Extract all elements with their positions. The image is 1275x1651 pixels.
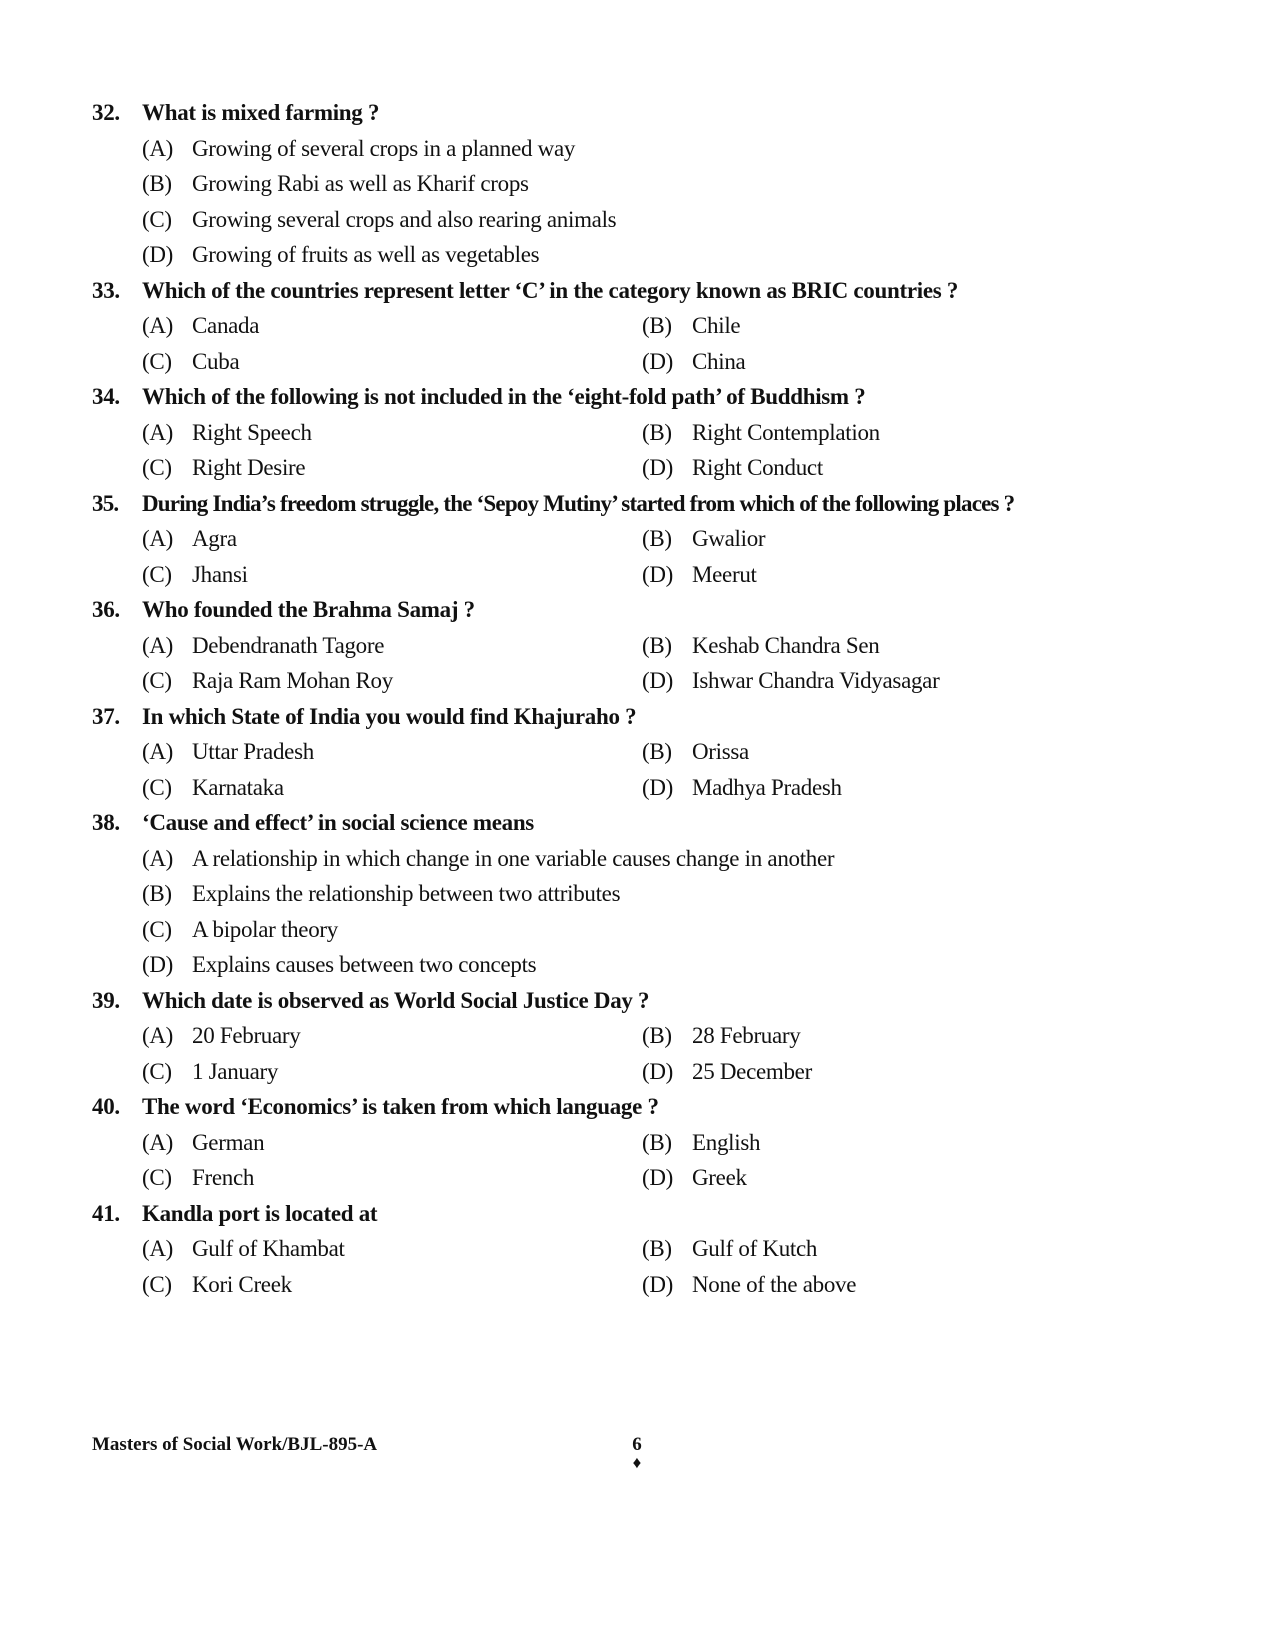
- page-number: 6: [632, 1434, 642, 1455]
- option-b: (B) English: [642, 1130, 761, 1155]
- option-a: (A) Debendranath Tagore: [142, 633, 385, 658]
- question-number: 40.: [92, 1094, 120, 1119]
- option-b: (B) Explains the relationship between two attributes: [142, 881, 621, 906]
- question-41: [92, 1199, 1222, 1229]
- question-37: [92, 702, 1222, 732]
- question-text: Which date is observed as World Social Justice Day ?: [142, 988, 650, 1013]
- option-b: (B) Orissa: [642, 739, 749, 764]
- option-a: (A) Canada: [142, 313, 260, 338]
- question-38: [92, 808, 1222, 838]
- question-number: 37.: [92, 704, 120, 729]
- question-35: [92, 489, 1222, 519]
- option-a: (A) A relationship in which change in one variable causes change in another: [142, 846, 835, 871]
- option-d: (D) Growing of fruits as well as vegetables: [142, 242, 540, 267]
- option-a: (A) 20 February: [142, 1023, 301, 1048]
- option-c: (C) Karnataka: [142, 775, 284, 800]
- question-39: [92, 986, 1222, 1016]
- option-d: (D) Madhya Pradesh: [642, 775, 842, 800]
- option-d: (D) None of the above: [642, 1272, 857, 1297]
- option-b: (B) Gulf of Kutch: [642, 1236, 818, 1261]
- option-c: (C) Kori Creek: [142, 1272, 292, 1297]
- question-number: 41.: [92, 1201, 120, 1226]
- question-text: What is mixed farming ?: [142, 100, 380, 125]
- option-c: (C) Cuba: [142, 349, 240, 374]
- option-a: (A) Agra: [142, 526, 237, 551]
- option-d: (D) Right Conduct: [642, 455, 823, 480]
- option-d: (D) Explains causes between two concepts: [142, 952, 537, 977]
- option-d: (D) Greek: [642, 1165, 747, 1190]
- question-text: During India’s freedom struggle, the ‘Sepoy Mutiny’ started from which of the following places ?: [142, 491, 1015, 516]
- option-a: (A) German: [142, 1130, 265, 1155]
- question-number: 34.: [92, 384, 120, 409]
- option-a: (A) Growing of several crops in a planned way: [142, 136, 576, 161]
- question-34: [92, 382, 1222, 412]
- question-text: The word ‘Economics’ is taken from which language ?: [142, 1094, 659, 1119]
- option-b: (B) Keshab Chandra Sen: [642, 633, 880, 658]
- option-a: (A) Right Speech: [142, 420, 312, 445]
- question-text: Which of the following is not included in the ‘eight-fold path’ of Buddhism ?: [142, 384, 866, 409]
- option-a: (A) Uttar Pradesh: [142, 739, 314, 764]
- booklet-code: Masters of Social Work/BJL-895-A: [92, 1434, 378, 1455]
- option-d: (D) China: [642, 349, 746, 374]
- option-c: (C) 1 January: [142, 1059, 279, 1084]
- question-number: 39.: [92, 988, 120, 1013]
- diamond-icon: ♦: [632, 1453, 642, 1472]
- option-b: (B) 28 February: [642, 1023, 801, 1048]
- question-number: 38.: [92, 810, 120, 835]
- question-text: Which of the countries represent letter ‘C’ in the category known as BRIC countries ?: [142, 278, 959, 303]
- option-b: (B) Gwalior: [642, 526, 766, 551]
- question-text: Kandla port is located at: [142, 1201, 378, 1226]
- question-number: 32.: [92, 100, 120, 125]
- option-c: (C) A bipolar theory: [142, 917, 338, 942]
- question-33: [92, 276, 1222, 306]
- option-d: (D) Ishwar Chandra Vidyasagar: [642, 668, 940, 693]
- question-36: [92, 595, 1222, 625]
- option-b: (B) Chile: [642, 313, 741, 338]
- option-c: (C) French: [142, 1165, 255, 1190]
- question-40: [92, 1092, 1222, 1122]
- question-number: 33.: [92, 278, 120, 303]
- question-text: ‘Cause and effect’ in social science means: [142, 810, 534, 835]
- question-number: 36.: [92, 597, 120, 622]
- question-number: 35.: [92, 491, 119, 516]
- option-c: (C) Jhansi: [142, 562, 248, 587]
- option-a: (A) Gulf of Khambat: [142, 1236, 345, 1261]
- option-c: (C) Growing several crops and also rearing animals: [142, 207, 617, 232]
- question-32: [92, 98, 1222, 128]
- option-c: (C) Right Desire: [142, 455, 306, 480]
- question-text: Who founded the Brahma Samaj ?: [142, 597, 475, 622]
- option-b: (B) Growing Rabi as well as Kharif crops: [142, 171, 529, 196]
- option-c: (C) Raja Ram Mohan Roy: [142, 668, 393, 693]
- question-text: In which State of India you would find Khajuraho ?: [142, 704, 637, 729]
- option-d: (D) Meerut: [642, 562, 757, 587]
- option-b: (B) Right Contemplation: [642, 420, 880, 445]
- option-d: (D) 25 December: [642, 1059, 812, 1084]
